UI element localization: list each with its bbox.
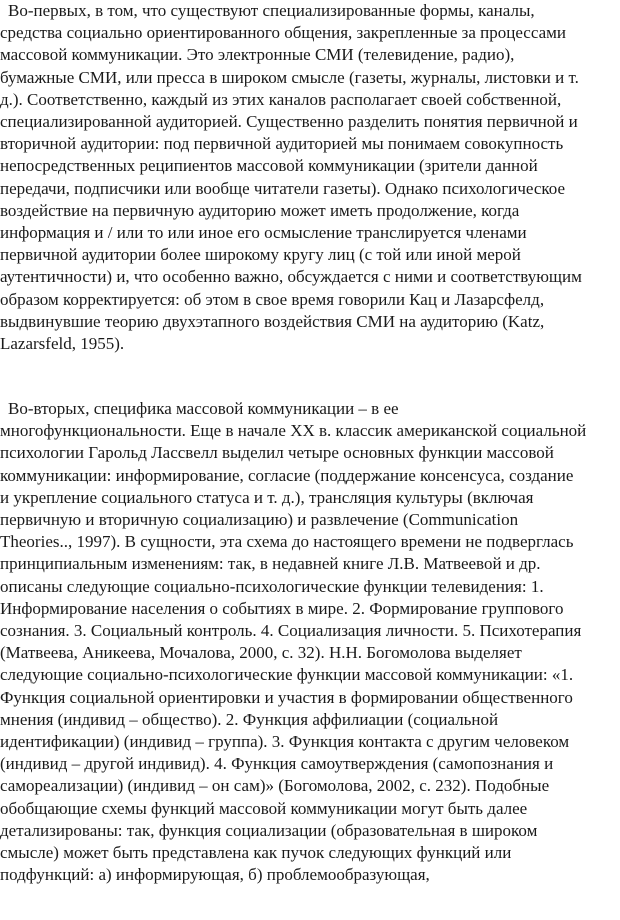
- text-line: вторичной аудитории: под первичной аудиторией мы понимаем совокупность: [0, 134, 564, 154]
- text-line: массовой коммуникации. Это электронные СМИ (телевидение, радио),: [0, 45, 515, 65]
- text-line: выдвинувшие теорию двухэтапного воздействия СМИ на аудиторию (Katz,: [0, 311, 545, 331]
- text-line: следующие социально-психологические функции массовой коммуникации: «1.: [0, 665, 574, 685]
- text-line: Информирование населения о событиях в мире. 2. Формирование группового: [0, 598, 564, 618]
- text-line: д.). Соответственно, каждый из этих каналов располагает своей собственной,: [0, 89, 562, 109]
- text-line: информация и / или то или иное его осмысление транслируется членами: [0, 223, 527, 242]
- text-line: многофункциональности. Еще в начале XX в. классик американской социальной: [0, 421, 587, 441]
- text-line: Во-первых, в том, что существуют специализированные формы, каналы,: [8, 1, 535, 20]
- text-line: специализированной аудиторией. Существенно разделить понятия первичной и: [0, 112, 578, 131]
- text-line: психологии Гарольд Лассвелл выделил четыре основных функции массовой: [0, 443, 554, 463]
- text-line: аутентичности) и, что особенно важно, обсуждается с ними и соответствующим: [0, 267, 582, 287]
- text-line: передачи, подписчики или вообще читатели газеты). Однако психологическое: [0, 178, 566, 198]
- text-line: описаны следующие социально-психологические функции телевидения: 1.: [0, 576, 544, 596]
- text-line: средства социально ориентированного общения, закрепленные за процессами: [0, 23, 566, 43]
- text-line: самореализации) (индивид – он сам)» (Богомолова, 2002, с. 232). Подобные: [0, 776, 550, 796]
- text-line: Во-вторых, специфика массовой коммуникации – в ее: [8, 399, 399, 418]
- text-line: (индивид – другой индивид). 4. Функция самоутверждения (самопознания и: [0, 754, 554, 774]
- text-line: Theories.., 1997). В сущности, эта схема до настоящего времени не подверглась: [0, 532, 574, 552]
- text-line: Функция социальной ориентировки и участия в формировании общественного: [0, 687, 573, 707]
- text-line: мнения (индивид – общество). 2. Функция аффилиации (социальной: [0, 709, 499, 729]
- text-line: Lazarsfeld, 1955).: [0, 334, 125, 353]
- text-line: обобщающие схемы функций массовой коммуникации могут быть далее: [0, 798, 528, 818]
- text-line: бумажные СМИ, или пресса в широком смысле (газеты, журналы, листовки и т.: [0, 67, 579, 87]
- text-line: первичную и вторичную социализацию) и развлечение (Communication: [0, 510, 519, 529]
- text-line: принципиальным изменениям: так, в недавней книге Л.В. Матвеевой и др.: [0, 554, 541, 574]
- text-line: воздействие на первичную аудиторию может иметь продолжение, когда: [0, 200, 520, 220]
- text-line: непосредственных реципиентов массовой коммуникации (зрители данной: [0, 156, 538, 176]
- text-line: идентификации) (индивид – группа). 3. Функция контакта с другим человеком: [0, 732, 570, 751]
- text-line: первичной аудитории более широкому кругу лиц (с той или иной мерой: [0, 245, 521, 265]
- text-line: (Матвеева, Аникеева, Мочалова, 2000, с. 32). Н.Н. Богомолова выделяет: [0, 643, 522, 663]
- text-line: сознания. 3. Социальный контроль. 4. Социализация личности. 5. Психотерапия: [0, 621, 582, 640]
- text-line: и укрепление социального статуса и т. д.), трансляция культуры (включая: [0, 487, 534, 507]
- text-line: смысле) может быть представлена как пучок следующих функций или: [0, 843, 512, 862]
- text-line: образом корректируется: об этом в свое время говорили Кац и Лазарсфелд,: [0, 289, 545, 309]
- text-line: подфункций: а) информирующая, б) проблемообразующая,: [0, 865, 430, 885]
- text-line: детализированы: так, функция социализации (образовательная в широком: [0, 820, 538, 840]
- text-line: коммуникации: информирование, согласие (поддержание консенсуса, создание: [0, 465, 574, 485]
